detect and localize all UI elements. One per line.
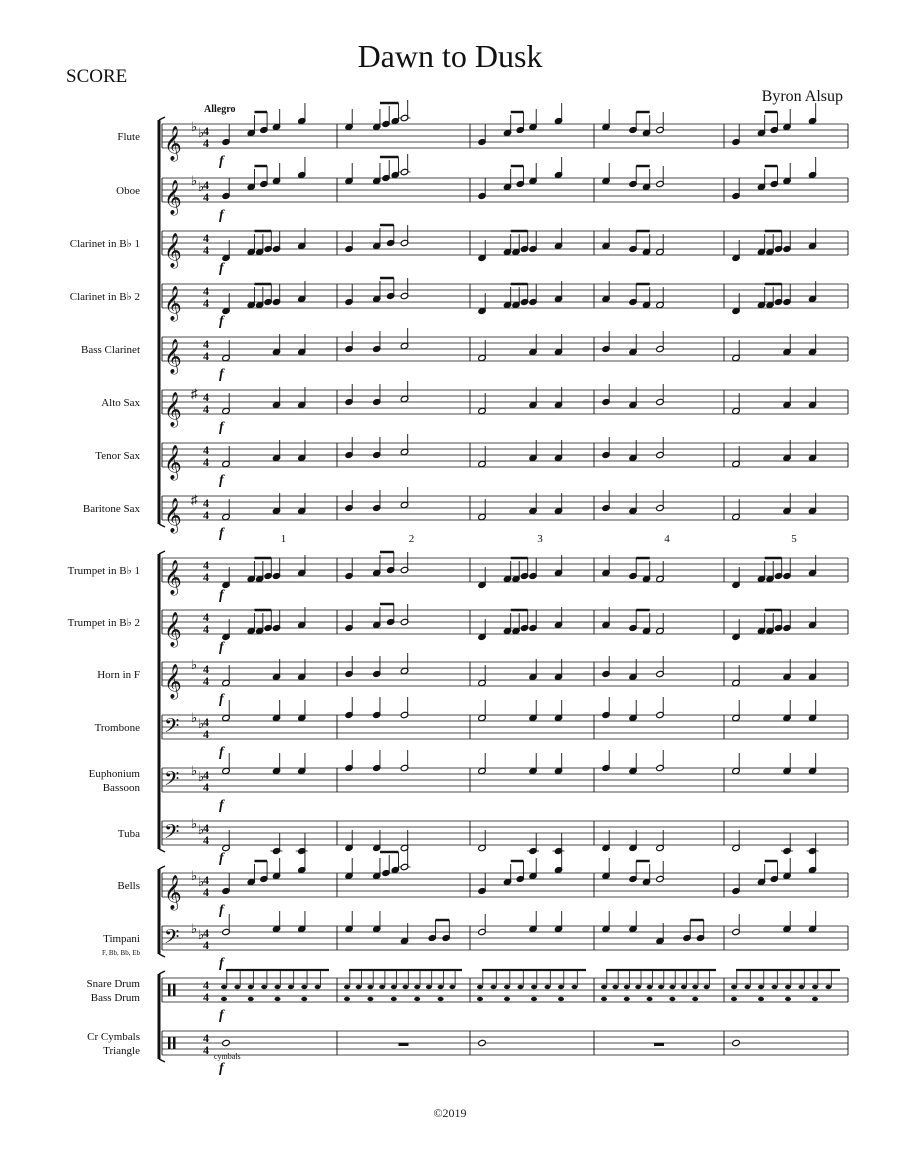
staff-7-time-denominator: 4 [203, 455, 209, 469]
staff-1-treble-clef: 𝄞 [164, 127, 182, 160]
staff-17-bass-note [669, 997, 675, 1001]
key-signature-1: ♭ [198, 125, 205, 140]
instrument-name-4: Clarinet in B♭ 2 [69, 291, 140, 303]
staff-17-bass-note [344, 997, 350, 1001]
staff-4-time-denominator: 4 [203, 296, 209, 310]
staff-14-time-denominator: 4 [203, 833, 209, 847]
staff-13-time-numerator: 4 [203, 768, 209, 782]
staff-6-treble-clef: 𝄞 [164, 393, 182, 426]
instrument-name-11: Horn in F [97, 669, 140, 681]
mallets-bracket-bottom [159, 954, 165, 957]
staff-18-m1-note [222, 1039, 231, 1046]
staff-5-time-denominator: 4 [203, 349, 209, 363]
instrument-name-9: Trumpet in B♭ 1 [67, 565, 140, 577]
staff-17-snare-note [624, 985, 630, 989]
staff-17-snare-note [635, 985, 641, 989]
instrument-name-13: Bassoon [102, 782, 140, 794]
instrument-name-10: Trumpet in B♭ 2 [67, 617, 140, 629]
staff-17-bass-note [414, 997, 420, 1001]
staff-17-snare-note [221, 985, 227, 989]
staff-11-treble-clef: 𝄞 [164, 665, 182, 698]
staff-10-time-denominator: 4 [203, 622, 209, 636]
staff-18-time-denominator: 4 [203, 1043, 209, 1057]
staff-17-snare-note [344, 985, 350, 989]
staff-17-snare-note [745, 985, 751, 989]
key-signature-1: ♭ [191, 119, 198, 134]
staff-8-time-denominator: 4 [203, 508, 209, 522]
measure-number-2: 2 [408, 533, 415, 545]
staff-18-dynamic-forte: f [219, 1061, 224, 1076]
staff-17-time-numerator: 4 [203, 978, 209, 992]
staff-17-snare-note [647, 985, 653, 989]
staff-7-treble-clef: 𝄞 [164, 446, 182, 479]
staff-16-time-numerator: 4 [203, 926, 209, 940]
measure-number-1: 1 [280, 533, 287, 545]
staff-5-treble-clef: 𝄞 [164, 340, 182, 373]
staff-17-snare-note [414, 985, 420, 989]
staff-17-bass-note [758, 997, 764, 1001]
staff-17-snare-note [669, 985, 675, 989]
staff-17-snare-note [704, 985, 710, 989]
staff-17-bass-note [785, 997, 791, 1001]
staff-14-bass-clef: 𝄢 [164, 822, 180, 848]
staff-2-time-numerator: 4 [203, 178, 209, 192]
staff-17-snare-note [758, 985, 764, 989]
staff-17-snare-note [545, 985, 551, 989]
instrument-name-5: Bass Clarinet [81, 344, 140, 356]
instrument-name-3: Clarinet in B♭ 1 [69, 238, 140, 250]
staff-17-snare-note [261, 985, 267, 989]
staff-17-snare-note [426, 985, 432, 989]
staff-17-snare-note [477, 985, 483, 989]
staff-9-dynamic-forte: f [219, 588, 224, 603]
measure-number-4: 4 [664, 533, 670, 545]
staff-11-dynamic-forte: f [219, 692, 224, 707]
page-title: Dawn to Dusk [357, 38, 543, 74]
staff-18-m4-whole-rest [654, 1043, 664, 1046]
staff-17-bass-note [275, 997, 281, 1001]
staff-17-bass-note [531, 997, 537, 1001]
staff-17-snare-note [681, 985, 687, 989]
staff-17-snare-note [785, 985, 791, 989]
staff-4-treble-clef: 𝄞 [164, 287, 182, 320]
staff-17-bass-note [624, 997, 630, 1001]
percussion-bracket-bottom [159, 1059, 165, 1062]
staff-13-bass-clef: 𝄢 [164, 769, 180, 795]
staff-10-treble-clef: 𝄞 [164, 613, 182, 646]
staff-17-bass-note [812, 997, 818, 1001]
staff-17-snare-note [799, 985, 805, 989]
staff-17-percussion-clef [168, 984, 171, 996]
staff-17-bass-note [558, 997, 564, 1001]
staff-17-snare-note [772, 985, 778, 989]
staff-6-time-numerator: 4 [203, 390, 209, 404]
staff-18-percussion-clef [168, 1037, 171, 1049]
staff-17-snare-note [531, 985, 537, 989]
staff-17-snare-note [658, 985, 664, 989]
staff-2-treble-clef: 𝄞 [164, 181, 182, 214]
staff-17-bass-note [438, 997, 444, 1001]
staff-12-bass-clef: 𝄢 [164, 716, 180, 742]
staff-10-dynamic-forte: f [219, 640, 224, 655]
timpani-tuning: F, Bb, Bb, Eb [102, 949, 140, 957]
staff-2-dynamic-forte: f [219, 208, 224, 223]
staff-17-time-denominator: 4 [203, 990, 209, 1004]
staff-14-time-numerator: 4 [203, 821, 209, 835]
instrument-name-16: Timpani [103, 933, 140, 945]
copyright-notice: ©2019 [433, 1106, 467, 1120]
key-signature-15: ♭ [191, 868, 198, 883]
measure-number-3: 3 [537, 533, 543, 545]
cymbals-annotation: cymbals [214, 1052, 241, 1061]
staff-11-time-numerator: 4 [203, 662, 209, 676]
staff-17-snare-note [275, 985, 281, 989]
staff-17-snare-note [288, 985, 294, 989]
measure-number-5: 5 [791, 533, 797, 545]
staff-9-time-numerator: 4 [203, 558, 209, 572]
staff-17-snare-note [491, 985, 497, 989]
staff-15-treble-clef: 𝄞 [164, 876, 182, 909]
key-signature-6: ♯ [191, 386, 198, 401]
staff-6-dynamic-forte: f [219, 420, 224, 435]
staff-8-time-numerator: 4 [203, 496, 209, 510]
key-signature-11: ♭ [191, 657, 198, 672]
staff-17-snare-note [612, 985, 618, 989]
staff-15-dynamic-forte: f [219, 903, 224, 918]
staff-17-snare-note [558, 985, 564, 989]
staff-17-bass-note [504, 997, 510, 1001]
staff-6-time-denominator: 4 [203, 402, 209, 416]
key-signature-12: ♭ [198, 716, 205, 731]
key-signature-14: ♭ [191, 816, 198, 831]
key-signature-13: ♭ [191, 763, 198, 778]
staff-17-snare-note [601, 985, 607, 989]
staff-3-treble-clef: 𝄞 [164, 234, 182, 267]
staff-17-bass-note [731, 997, 737, 1001]
staff-17-bass-note [647, 997, 653, 1001]
staff-15-time-denominator: 4 [203, 885, 209, 899]
staff-17-snare-note [812, 985, 818, 989]
staff-17-snare-note [438, 985, 444, 989]
mallets-bracket-top [159, 866, 165, 869]
instrument-name-18: Triangle [103, 1045, 140, 1057]
staff-8-dynamic-forte: f [219, 526, 224, 541]
key-signature-15: ♭ [198, 874, 205, 889]
staff-17-bass-note [391, 997, 397, 1001]
instrument-name-6: Alto Sax [101, 397, 140, 409]
staff-17-snare-note [826, 985, 832, 989]
staff-17-percussion-clef [173, 984, 176, 996]
staff-9-treble-clef: 𝄞 [164, 561, 182, 594]
staff-11-time-denominator: 4 [203, 674, 209, 688]
staff-17-snare-note [248, 985, 254, 989]
staff-17-bass-note [301, 997, 307, 1001]
key-signature-13: ♭ [198, 769, 205, 784]
staff-17-snare-note [315, 985, 321, 989]
staff-18-m5-note [732, 1039, 741, 1046]
staff-17-snare-note [518, 985, 524, 989]
staff-12-dynamic-forte: f [219, 745, 224, 760]
key-signature-16: ♭ [191, 921, 198, 936]
staff-7-dynamic-forte: f [219, 473, 224, 488]
instrument-name-17: Bass Drum [90, 992, 140, 1004]
instrument-name-1: Flute [117, 131, 140, 143]
staff-3-time-numerator: 4 [203, 231, 209, 245]
staff-17-snare-note [572, 985, 578, 989]
instrument-name-7: Tenor Sax [95, 450, 140, 462]
staff-17-bass-note [221, 997, 227, 1001]
instrument-name-13: Euphonium [88, 768, 140, 780]
instrument-name-14: Tuba [117, 828, 140, 840]
woodwind-bracket-top [159, 117, 165, 120]
instrument-name-8: Baritone Sax [82, 503, 140, 515]
staff-4-time-numerator: 4 [203, 284, 209, 298]
staff-17-dynamic-forte: f [219, 1008, 224, 1023]
composer-name: Byron Alsup [761, 88, 843, 105]
staff-17-snare-note [379, 985, 385, 989]
instrument-name-18: Cr Cymbals [87, 1031, 140, 1043]
tempo-marking: Allegro [204, 104, 236, 115]
staff-15-time-numerator: 4 [203, 873, 209, 887]
instrument-name-15: Bells [117, 880, 140, 892]
staff-17-snare-note [234, 985, 240, 989]
key-signature-2: ♭ [198, 179, 205, 194]
brass-bracket-bottom [159, 849, 165, 852]
staff-13-time-denominator: 4 [203, 780, 209, 794]
staff-17-bass-note [477, 997, 483, 1001]
staff-1-dynamic-forte: f [219, 154, 224, 169]
percussion-bracket-top [159, 971, 165, 974]
instrument-name-17: Snare Drum [86, 978, 140, 990]
staff-17-snare-note [731, 985, 737, 989]
staff-18-m3-note [478, 1039, 487, 1046]
staff-12-time-denominator: 4 [203, 727, 209, 741]
staff-17-snare-note [692, 985, 698, 989]
staff-17-snare-note [391, 985, 397, 989]
staff-17-snare-note [301, 985, 307, 989]
staff-1-time-denominator: 4 [203, 136, 209, 150]
staff-16-dynamic-forte: f [219, 956, 224, 971]
staff-18-time-numerator: 4 [203, 1031, 209, 1045]
staff-12-time-numerator: 4 [203, 715, 209, 729]
staff-18-percussion-clef [173, 1037, 176, 1049]
key-signature-2: ♭ [191, 173, 198, 188]
staff-1-time-numerator: 4 [203, 124, 209, 138]
key-signature-16: ♭ [198, 927, 205, 942]
staff-3-time-denominator: 4 [203, 243, 209, 257]
staff-3-dynamic-forte: f [219, 261, 224, 276]
staff-17-bass-note [367, 997, 373, 1001]
key-signature-14: ♭ [198, 822, 205, 837]
staff-9-time-denominator: 4 [203, 570, 209, 584]
staff-14-dynamic-forte: f [219, 851, 224, 866]
staff-7-time-numerator: 4 [203, 443, 209, 457]
staff-17-snare-note [449, 985, 455, 989]
staff-17-snare-note [403, 985, 409, 989]
staff-17-bass-note [601, 997, 607, 1001]
staff-2-time-denominator: 4 [203, 190, 209, 204]
staff-17-bass-note [248, 997, 254, 1001]
staff-13-dynamic-forte: f [219, 798, 224, 813]
key-signature-8: ♯ [191, 492, 198, 507]
staff-5-time-numerator: 4 [203, 337, 209, 351]
staff-17-snare-note [367, 985, 373, 989]
staff-10-time-numerator: 4 [203, 610, 209, 624]
staff-8-treble-clef: 𝄞 [164, 499, 182, 532]
instrument-name-2: Oboe [116, 185, 140, 197]
staff-17-snare-note [504, 985, 510, 989]
staff-4-dynamic-forte: f [219, 314, 224, 329]
instrument-name-12: Trombone [94, 722, 140, 734]
staff-17-bass-note [692, 997, 698, 1001]
staff-18-m2-whole-rest [399, 1043, 409, 1046]
brass-bracket-top [159, 551, 165, 554]
staff-16-time-denominator: 4 [203, 938, 209, 952]
staff-16-bass-clef: 𝄢 [164, 927, 180, 953]
staff-5-dynamic-forte: f [219, 367, 224, 382]
score-label: SCORE [66, 66, 128, 87]
staff-17-snare-note [356, 985, 362, 989]
key-signature-12: ♭ [191, 710, 198, 725]
